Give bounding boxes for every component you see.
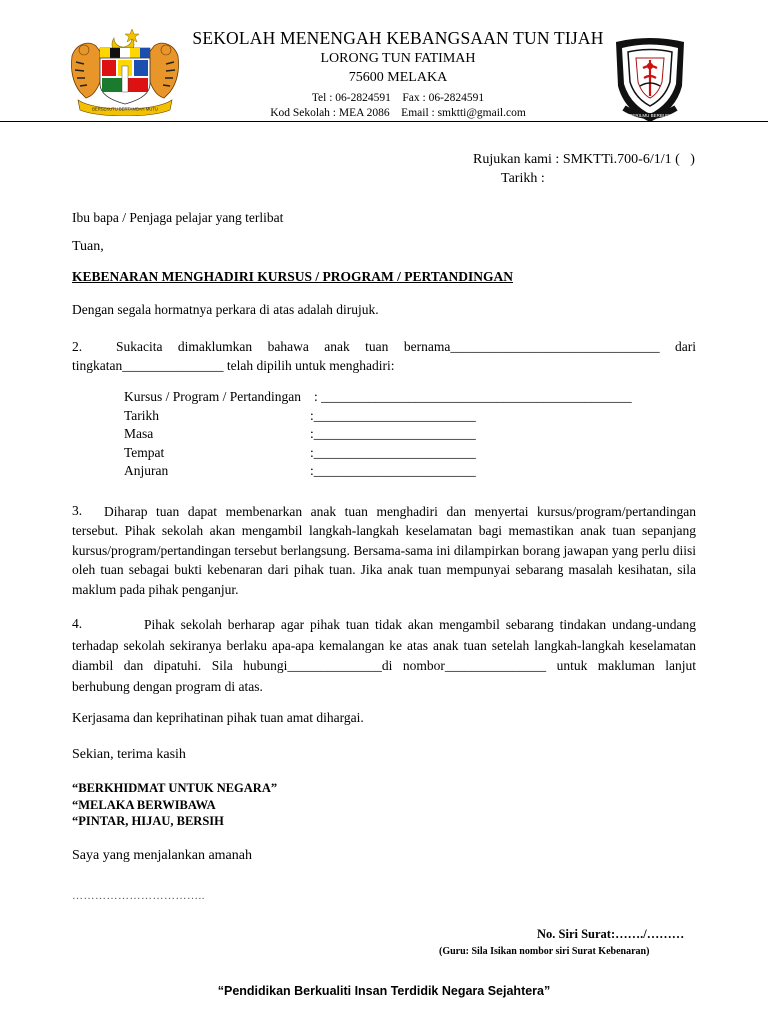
slogans	[72, 780, 277, 830]
detail-label-time: Masa	[124, 426, 154, 442]
paragraph-4-number: 4.	[72, 616, 83, 631]
trust-line: Saya yang menjalankan amanah	[72, 848, 252, 863]
appreciation-line: Kerjasama dan keprihatinan pihak tuan amat dihargai.	[72, 710, 364, 725]
detail-value-venue: :________________________	[310, 444, 476, 460]
school-code-email: Kod Sekolah : MEA 2086 Email : smktti@gmail.com	[270, 107, 526, 119]
detail-row-course	[124, 388, 704, 407]
intro-paragraph: Dengan segala hormatnya perkara di atas adalah dirujuk.	[72, 302, 379, 317]
slogan-2: “MELAKA BERWIBAWA	[72, 797, 216, 812]
detail-value-course: : ______________________________________________	[314, 389, 632, 404]
serial-number-note: (Guru: Sila Isikan nombor siri Surat Kebenaran)	[439, 946, 650, 957]
subject-line: KEBENARAN MENGHADIRI KURSUS / PROGRAM / PERTANDINGAN	[72, 269, 514, 284]
school-contact: Tel : 06-2824591 Fax : 06-2824591	[311, 92, 485, 104]
detail-row-organizer	[124, 462, 704, 481]
svg-text:BERSEKUTU BERTAMBAH MUTU: BERSEKUTU BERTAMBAH MUTU	[92, 106, 158, 112]
reference-date: Tarikh :	[501, 171, 545, 186]
slogan-3: “PINTAR, HIJAU, BERSIH	[72, 814, 224, 829]
header-divider	[0, 121, 768, 122]
reference-number: Rujukan kami : SMKTTi.700-6/1/1 ( )	[473, 152, 695, 167]
detail-row-time	[124, 425, 704, 444]
paragraph-4: Pihak sekolah berharap agar pihak tuan tidak akan mengambil sebarang tindakan undang-undang terhadap sekolah sekiranya berlaku apa-apa kemalangan ke atas anak tuan setelah langkah-langkah keselamatan diambil dan dipatuhi. Sila hubungi______________di nombor_______________ untuk makluman lanjut berhubung dengan program di atas.	[72, 617, 696, 694]
paragraph-3-number: 3.	[72, 503, 83, 518]
paragraph-2-number: 2.	[72, 339, 83, 354]
detail-label-course: Kursus / Program / Pertandingan	[124, 389, 301, 404]
salutation: Tuan,	[72, 239, 104, 254]
detail-label-date: Tarikh	[124, 407, 160, 423]
paragraph-2: Sukacita dimaklumkan bahawa anak tuan bernama_______________________________ dari tingkatan_______________ telah dipilih untuk menghadiri:	[72, 339, 696, 373]
paragraph-3: Diharap tuan dapat membenarkan anak tuan menghadiri dan menyertai kursus/program/pertandingan tersebut. Pihak sekolah akan mengambil langkah-langkah keselamatan bagi memastikan anak tuan sepanjang kursus/program/pertandingan tersebut berlangsung. Bersama-sama ini dilampirkan borang jawapan yang perlu diisi oleh tuan sebagai bukti kebenaran dari pihak tuan. Jika anak tuan mempunyai sebarang masalah kesihatan, sila maklum pada pihak penganjur.	[72, 504, 696, 597]
detail-value-time: :________________________	[310, 426, 476, 442]
coat-of-arms-logo	[66, 26, 184, 116]
school-street: LORONG TUN FATIMAH	[320, 51, 476, 66]
detail-label-organizer: Anjuran	[124, 463, 169, 479]
detail-row-date	[124, 407, 704, 426]
school-badge-logo	[610, 36, 690, 126]
school-name: SEKOLAH MENENGAH KEBANGSAAN TUN TIJAH	[192, 28, 604, 48]
slogan-1: “BERKHIDMAT UNTUK NEGARA”	[72, 781, 278, 795]
signature-dots: ……………………………..	[72, 890, 205, 902]
detail-row-venue	[124, 444, 704, 463]
detail-label-venue: Tempat	[124, 444, 165, 460]
letterhead	[0, 0, 768, 124]
details-list	[124, 388, 704, 481]
footer-motto: “Pendidikan Berkualiti Insan Terdidik Negara Sejahtera”	[217, 984, 551, 998]
svg-text:BERILMU BERBUDI: BERILMU BERBUDI	[629, 113, 671, 118]
closing-line: Sekian, terima kasih	[72, 747, 186, 762]
recipient: Ibu bapa / Penjaga pelajar yang terlibat	[72, 210, 284, 225]
school-city: 75600 MELAKA	[348, 70, 448, 85]
serial-number-label: No. Siri Surat:……./………	[537, 927, 685, 941]
detail-value-date: :________________________	[310, 407, 476, 423]
detail-value-organizer: :________________________	[310, 463, 476, 479]
